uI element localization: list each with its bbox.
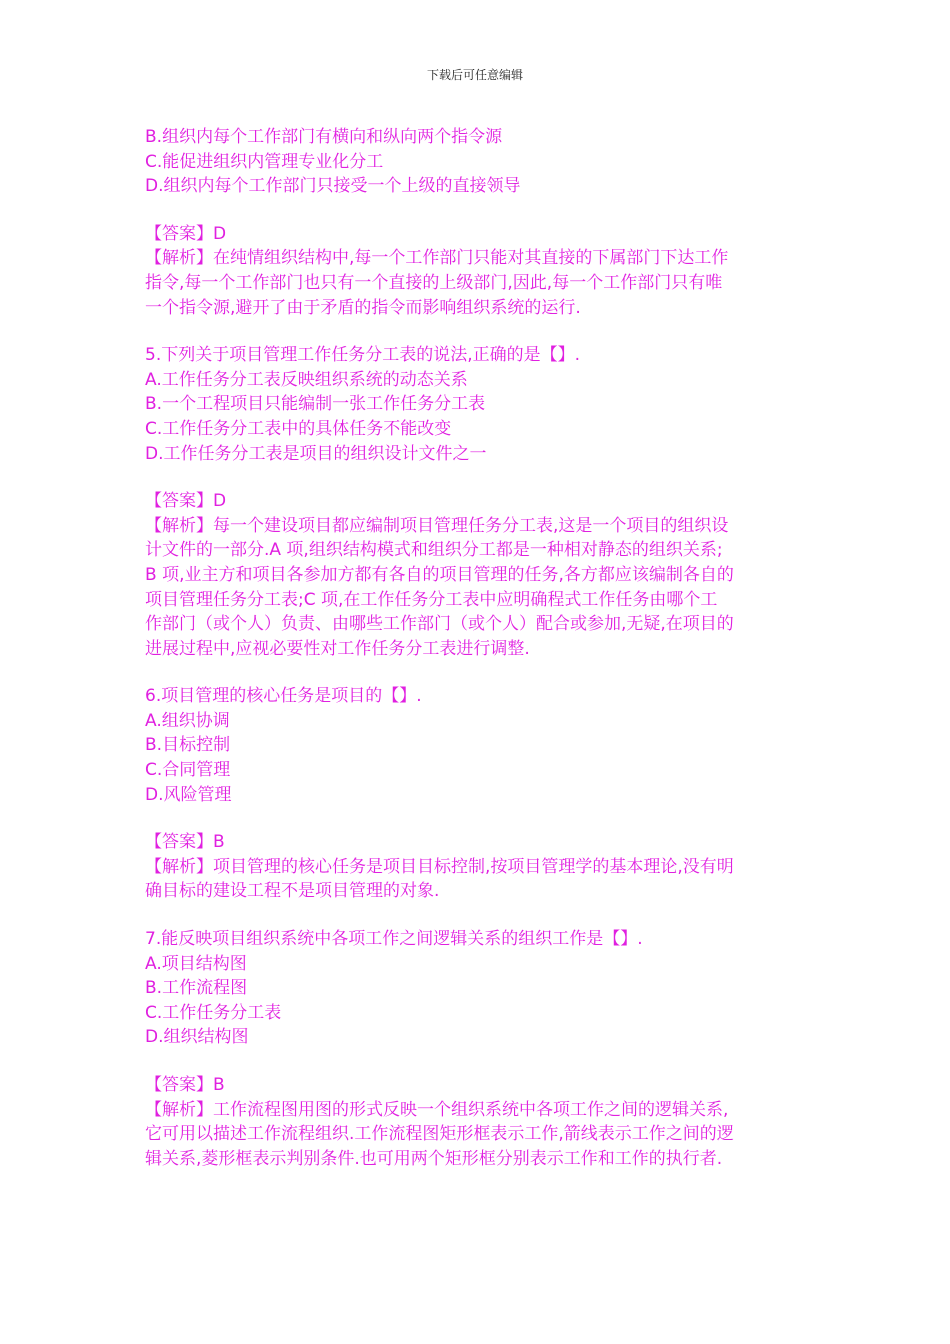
q6-option-d: D.风险管理 <box>145 784 232 805</box>
q4-analysis-line: 【解析】在纯情组织结构中,每一个工作部门只能对其直接的下属部门下达工作 <box>145 248 729 269</box>
q5-analysis-line: 进展过程中,应视必要性对工作任务分工表进行调整. <box>145 638 530 659</box>
q7-option-c: C.工作任务分工表 <box>145 1002 282 1023</box>
q5-question: 5.下列关于项目管理工作任务分工表的说法,正确的是【】. <box>145 345 581 366</box>
q7-question: 7.能反映项目组织系统中各项工作之间逻辑关系的组织工作是【】. <box>145 929 643 950</box>
q5-analysis-line: 项目管理任务分工表;C 项,在工作任务分工表中应明确程式工作任务由哪个工 <box>145 589 718 610</box>
q4-analysis-line: 一个指令源,避开了由于矛盾的指令而影响组织系统的运行. <box>145 297 581 318</box>
q7-option-a: A.项目结构图 <box>145 953 247 974</box>
q4-option-b: B.组织内每个工作部门有横向和纵向两个指令源 <box>145 127 503 147</box>
q6-option-a: A.组织协调 <box>145 710 230 731</box>
question-4-block <box>145 125 810 320</box>
q7-option-b: B.工作流程图 <box>145 978 248 999</box>
q4-analysis-line: 指令,每一个工作部门也只有一个直接的上级部门,因此,每一个工作部门只有唯 <box>145 272 723 293</box>
question-5-block <box>145 343 810 661</box>
page-header: 下载后可任意编辑 <box>426 68 523 82</box>
q5-analysis-line: 【解析】每一个建设项目都应编制项目管理任务分工表,这是一个项目的组织设 <box>145 515 729 536</box>
q7-analysis-line: 它可用以描述工作流程组织.工作流程图矩形框表示工作,箭线表示工作之间的逻 <box>145 1124 734 1145</box>
question-6-block <box>145 684 810 904</box>
q5-analysis-line: B 项,业主方和项目各参加方都有各自的项目管理的任务,各方都应该编制各自的 <box>145 564 734 585</box>
spacer <box>145 807 810 830</box>
spacer <box>145 199 810 222</box>
q6-question: 6.项目管理的核心任务是项目的【】. <box>145 686 422 707</box>
q5-analysis-line: 计文件的一部分.A 项,组织结构模式和组织分工都是一种相对静态的组织关系; <box>145 540 723 561</box>
document-body <box>145 125 810 1171</box>
q7-option-d: D.组织结构图 <box>145 1027 249 1048</box>
q5-option-a: A.工作任务分工表反映组织系统的动态关系 <box>145 369 468 390</box>
q5-option-c: C.工作任务分工表中的具体任务不能改变 <box>145 418 452 439</box>
q4-option-d: D.组织内每个工作部门只接受一个上级的直接领导 <box>145 176 521 197</box>
spacer <box>145 904 810 927</box>
spacer <box>145 661 810 684</box>
q6-option-b: B.目标控制 <box>145 735 231 756</box>
q6-option-c: C.合同管理 <box>145 760 231 781</box>
q5-option-d: D.工作任务分工表是项目的组织设计文件之一 <box>145 443 487 464</box>
q4-option-c: C.能促进组织内管理专业化分工 <box>145 151 384 172</box>
q6-answer: 【答案】B <box>145 832 225 853</box>
spacer <box>145 1050 810 1073</box>
spacer <box>145 466 810 489</box>
q4-answer: 【答案】D <box>145 223 227 244</box>
q6-analysis-line: 【解析】项目管理的核心任务是项目目标控制,按项目管理学的基本理论,没有明 <box>145 856 734 877</box>
q7-answer: 【答案】B <box>145 1075 225 1095</box>
q7-analysis-line: 【解析】工作流程图用图的形式反映一个组织系统中各项工作之间的逻辑关系, <box>145 1099 729 1120</box>
q5-option-b: B.一个工程项目只能编制一张工作任务分工表 <box>145 394 486 415</box>
q7-analysis-line: 辑关系,菱形框表示判别条件.也可用两个矩形框分别表示工作和工作的执行者. <box>145 1148 723 1169</box>
q6-analysis-line: 确目标的建设工程不是项目管理的对象. <box>145 881 440 902</box>
q5-analysis-line: 作部门（或个人）负责、由哪些工作部门（或个人）配合或参加,无疑,在项目的 <box>145 614 734 635</box>
question-7-block <box>145 927 810 1171</box>
q5-answer: 【答案】D <box>145 491 227 512</box>
spacer <box>145 320 810 343</box>
